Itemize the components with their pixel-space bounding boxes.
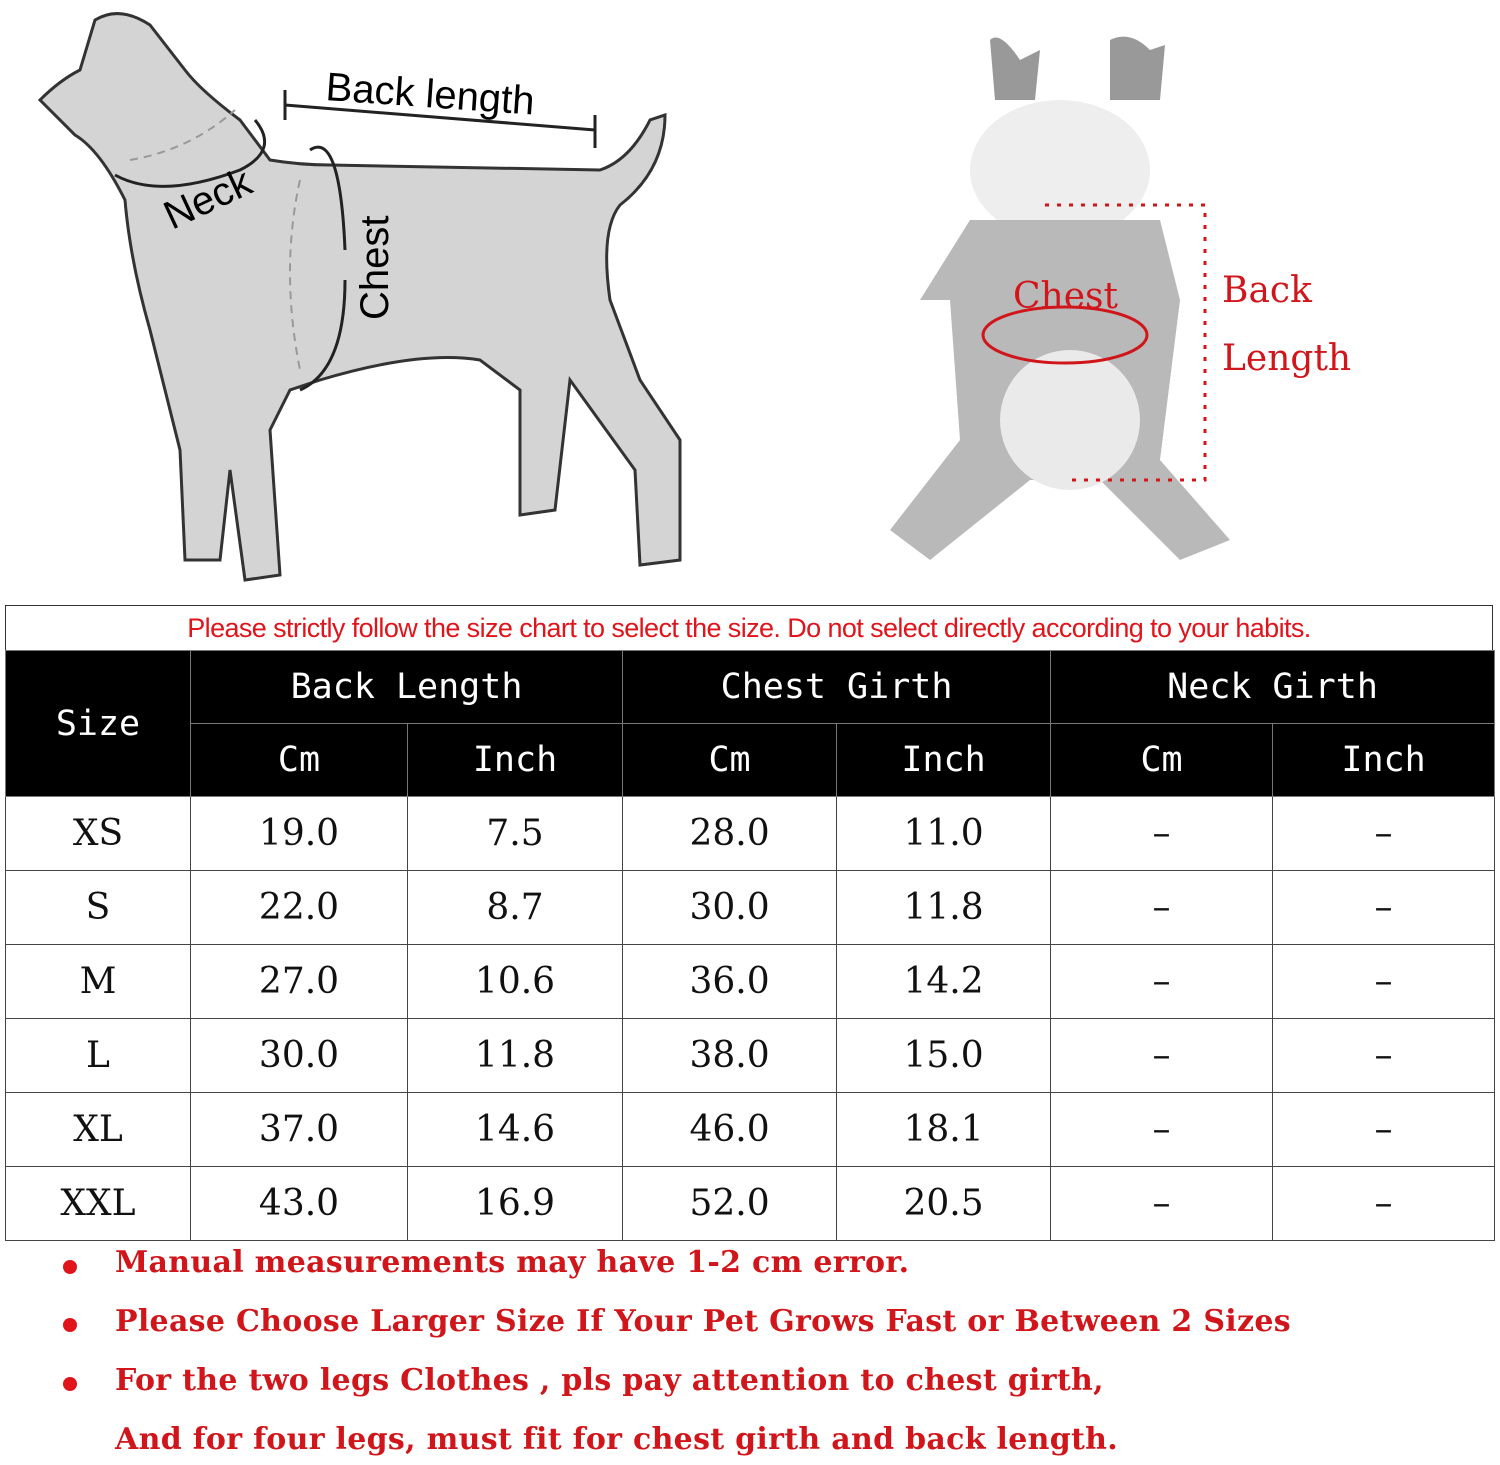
value-cell: 16.9 [408,1167,623,1241]
value-cell: – [1273,1167,1495,1241]
value-cell: 30.0 [191,1019,408,1093]
size-cell: XL [6,1093,191,1167]
value-cell: 18.1 [837,1093,1051,1167]
bullet-icon [63,1260,77,1274]
table-row [6,945,1495,1019]
value-cell: 11.8 [837,871,1051,945]
size-cell: S [6,871,191,945]
bullet-icon [63,1318,77,1332]
value-cell: – [1273,871,1495,945]
value-cell: 46.0 [623,1093,837,1167]
table-row [6,1019,1495,1093]
size-warning-banner: Please strictly follow the size chart to select the size. Do not select directly according to your habits. [5,605,1493,650]
value-cell: 14.6 [408,1093,623,1167]
back-length-header: Back Length [191,651,623,724]
value-cell: – [1273,1019,1495,1093]
costume-photo [890,37,1351,560]
size-cell: XS [6,797,191,871]
value-cell: 10.6 [408,945,623,1019]
note-item: For the two legs Clothes , pls pay attention to chest girth, [115,1363,1104,1398]
value-cell: – [1051,1167,1273,1241]
value-cell: 8.7 [408,871,623,945]
value-cell: 43.0 [191,1167,408,1241]
bullet-icon [63,1377,77,1391]
value-cell: – [1273,797,1495,871]
value-cell: 11.8 [408,1019,623,1093]
size-cell: M [6,945,191,1019]
unit-header: Inch [837,724,1051,797]
value-cell: – [1051,871,1273,945]
costume-back-label: Back [1222,270,1312,311]
note-item: Manual measurements may have 1-2 cm error. [115,1245,910,1280]
size-cell: L [6,1019,191,1093]
value-cell: 30.0 [623,871,837,945]
dog-diagram [40,14,680,580]
neck-girth-header: Neck Girth [1051,651,1495,724]
costume-length-label: Length [1222,338,1352,379]
value-cell: – [1051,1093,1273,1167]
value-cell: 14.2 [837,945,1051,1019]
value-cell: – [1273,1093,1495,1167]
value-cell: – [1273,945,1495,1019]
back-length-label: Back length [324,65,536,124]
value-cell: 7.5 [408,797,623,871]
value-cell: 27.0 [191,945,408,1019]
note-item: Please Choose Larger Size If Your Pet Grows Fast or Between 2 Sizes [115,1304,1291,1339]
chest-girth-header: Chest Girth [623,651,1051,724]
unit-header: Inch [408,724,623,797]
note-item: And for four legs, must fit for chest girth and back length. [115,1422,1119,1457]
value-cell: – [1051,945,1273,1019]
value-cell: 28.0 [623,797,837,871]
unit-header: Inch [1273,724,1495,797]
unit-header: Cm [1051,724,1273,797]
value-cell: 52.0 [623,1167,837,1241]
costume-chest-label: Chest [1013,276,1118,317]
measurement-illustration [0,0,1500,600]
table-row [6,1167,1495,1241]
value-cell: 11.0 [837,797,1051,871]
table-row [6,871,1495,945]
table-row [6,797,1495,871]
value-cell: 15.0 [837,1019,1051,1093]
value-cell: 19.0 [191,797,408,871]
neck-label: Neck [157,159,259,239]
value-cell: 36.0 [623,945,837,1019]
value-cell: – [1051,1019,1273,1093]
value-cell: 22.0 [191,871,408,945]
table-row [6,1093,1495,1167]
size-chart-table [5,650,1495,1241]
value-cell: – [1051,797,1273,871]
chest-label: Chest [353,215,397,320]
unit-header: Cm [623,724,837,797]
value-cell: 38.0 [623,1019,837,1093]
value-cell: 37.0 [191,1093,408,1167]
value-cell: 20.5 [837,1167,1051,1241]
size-cell: XXL [6,1167,191,1241]
unit-header: Cm [191,724,408,797]
size-header: Size [6,651,191,797]
